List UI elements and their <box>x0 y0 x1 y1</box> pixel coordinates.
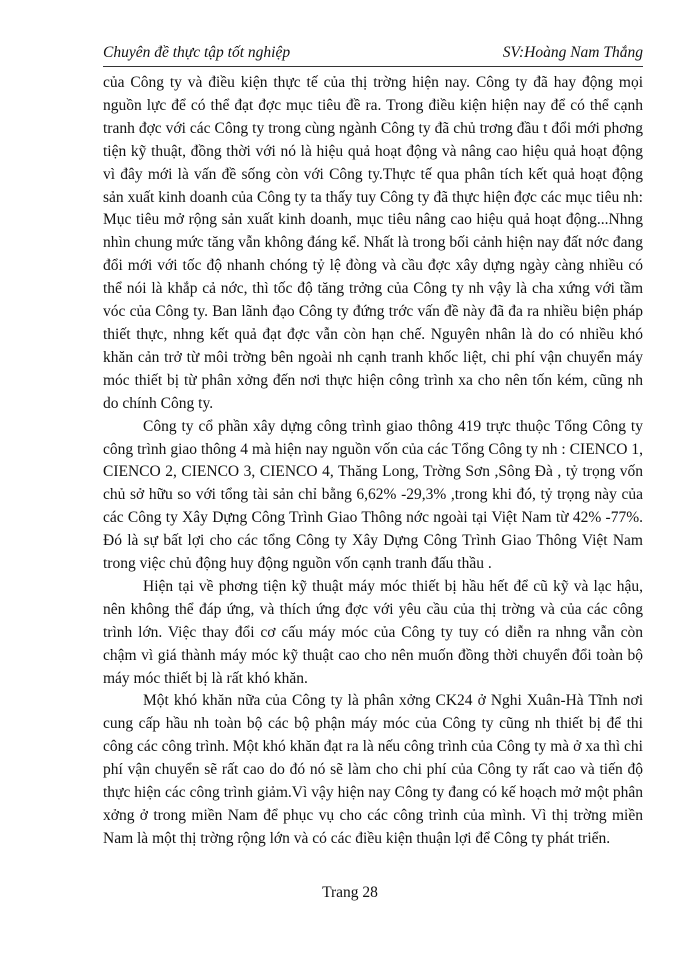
header-author: SV:Hoàng Nam Thắng <box>502 44 643 61</box>
page-number: Trang 28 <box>322 884 378 901</box>
page-header <box>103 40 643 66</box>
header-divider <box>103 66 643 67</box>
paragraph-4: Một khó khăn nữa của Công ty là phân xởng CK24 ở Nghi Xuân-Hà Tĩnh nơi cung cấp hầu nh toàn bộ các bộ phận máy móc của Công ty cũng nh thiết bị để thi công các công trình. Một khó khăn đạt ra là nếu công trình của Công ty mà ở xa thì chi phí vận chuyển sẽ rất cao do đó nó sẽ làm cho chi phí của Công ty rất cao và tiến độ thực hiện các công trình giảm.Vì vậy hiện nay Công ty đang có kế hoạch mở một phân xởng ở trong miền Nam để phục vụ cho các công trình của mình. Vì thị trờng miền Nam là một thị trờng rộng lớn và có các điều kiện thuận lợi để Công ty phát triển. <box>103 692 643 847</box>
paragraph-2: Công ty cổ phần xây dựng công trình giao thông 419 trực thuộc Tổng Công ty công trình giao thông 4 mà hiện nay nguồn vốn của các Tổng Công ty nh : CIENCO 1, CIENCO 2, CIENCO 3, CIENCO 4, Thăng Long, Trờng Sơn ,Sông Đà , tỷ trọng vốn chủ sở hữu so với tổng tài sản chỉ bằng 6,62% -29,3% ,trong khi đó, tỷ trọng này của các Công ty Xây Dựng Công Trình Giao Thông nớc ngoài tại Việt Nam từ 42% -77%. Đó là sự bất lợi cho các tổng Công ty Xây Dựng Công Trình Giao Thông Việt Nam trong việc chủ động huy động nguồn vốn cạnh tranh đấu thầu . <box>103 417 643 573</box>
paragraph-3: Hiện tại về phơng tiện kỹ thuật máy móc thiết bị hầu hết để cũ kỹ và lạc hậu, nên không thể đáp ứng, và thích ứng đợc với yêu cầu của thị trờng và của các công trình lớn. Việc thay đổi cơ cấu máy móc của Công ty tuy có diễn ra nhng vẫn còn chậm vì giá thành máy móc kỹ thuật cao cho nên muốn đồng thời chuyển đổi toàn bộ máy móc thiết bị là rất khó khăn. <box>103 577 643 687</box>
header-title: Chuyên đề thực tập tốt nghiệp <box>103 44 291 61</box>
document-body <box>103 72 643 851</box>
paragraph-1: của Công ty và điều kiện thực tế của thị trờng hiện nay. Công ty đã hay động mọi nguồn lực để có thể đạt đợc mục tiêu đề ra. Trong điều kiện hiện nay để có thể cạnh tranh đợc với các Công ty trong cùng ngành Công ty đã chủ trơng đầu t đổi mới phơng tiện kỹ thuật, đồng thời với nó là hiệu quả hoạt động và nâng cao hiệu quả hoạt động vì đây mới là vấn đề sống còn với Công ty.Thực tế qua phân tích kết quả hoạt động sản xuất kinh doanh của Công ty ta thấy tuy Công ty đã thực hiện đợc các mục tiêu nh: Mục tiêu mở rộng sản xuất kinh doanh, mục tiêu nâng cao hiệu quả hoạt động...Nhng nhìn chung mức tăng vẫn không đáng kể. Nhất là trong bối cảnh hiện nay đất nớc đang đổi mới với tốc độ nhanh chóng tỷ lệ đòng và cầu đợc xây dựng ngày càng nhiều có thể nói là khắp cả nớc, thì tốc độ tăng trởng của Công ty nh vậy là cha xứng với tầm vóc của Công ty. Ban lãnh đạo Công ty đứng trớc vấn đề này đã đa ra nhiều biện pháp thiết thực, nhng kết quả đạt đợc vẫn còn hạn chế. Nguyên nhân là do có nhiều khó khăn cản trở từ môi trờng bên ngoài nh cạnh tranh khốc liệt, chi phí vận chuyển máy móc thiết bị từ phân xởng đến nơi thực hiện công trình xa cho nên tốn kém, cũng nh do chính Công ty. <box>103 74 643 412</box>
